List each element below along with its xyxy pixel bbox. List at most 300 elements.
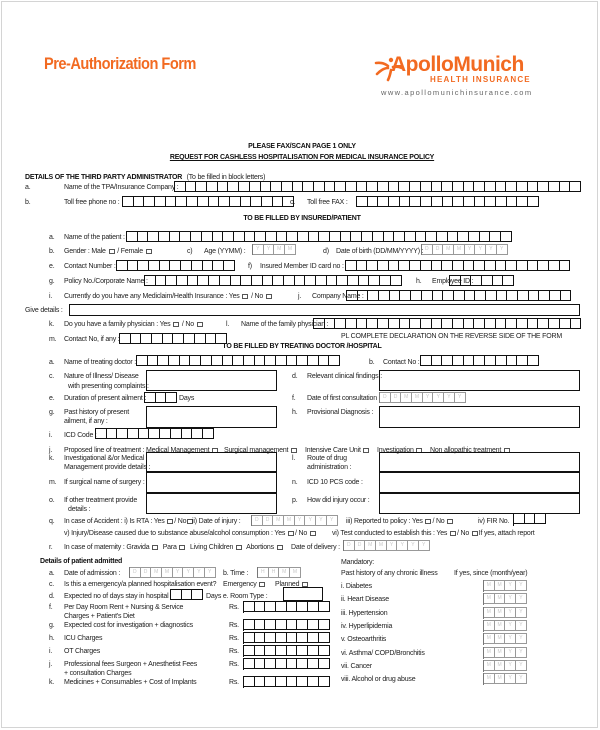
char-box[interactable] [170, 260, 181, 271]
contact-number-input[interactable] [116, 260, 235, 271]
char-box[interactable] [474, 181, 485, 192]
char-box[interactable]: M [279, 567, 290, 578]
char-box[interactable] [496, 318, 507, 329]
char-box[interactable] [276, 645, 287, 656]
char-box[interactable]: Y [505, 673, 516, 684]
char-box[interactable] [265, 619, 276, 630]
char-box[interactable] [496, 196, 507, 207]
char-box[interactable] [123, 196, 134, 207]
char-box[interactable] [378, 318, 389, 329]
char-box[interactable] [464, 260, 475, 271]
icu-checkbox[interactable] [363, 448, 369, 453]
char-box[interactable] [528, 355, 539, 366]
char-box[interactable] [378, 196, 389, 207]
char-box[interactable]: Y [205, 567, 216, 578]
char-box[interactable] [117, 428, 128, 439]
char-box[interactable]: Y [305, 515, 316, 526]
char-box[interactable] [442, 355, 453, 366]
admission-time-input[interactable] [257, 567, 301, 578]
char-box[interactable] [156, 392, 167, 403]
char-box[interactable]: M [495, 647, 506, 658]
char-box[interactable] [503, 275, 514, 286]
tpa-company-input[interactable] [174, 181, 581, 192]
char-box[interactable]: M [412, 392, 423, 403]
char-box[interactable] [329, 355, 340, 366]
char-box[interactable]: M [454, 244, 465, 255]
char-box[interactable] [145, 392, 156, 403]
char-box[interactable] [475, 196, 486, 207]
char-box[interactable] [410, 196, 421, 207]
char-box[interactable] [218, 181, 229, 192]
char-box[interactable] [346, 260, 357, 271]
char-box[interactable] [506, 260, 517, 271]
char-box[interactable] [308, 601, 319, 612]
insurance-no-checkbox[interactable] [266, 294, 272, 299]
char-box[interactable] [287, 355, 298, 366]
char-box[interactable] [276, 619, 287, 630]
char-box[interactable] [432, 318, 443, 329]
char-box[interactable] [319, 601, 330, 612]
dob-input[interactable] [421, 244, 508, 255]
char-box[interactable] [458, 231, 469, 242]
char-box[interactable]: Y [497, 244, 508, 255]
cost-amount-input[interactable] [243, 601, 330, 613]
char-box[interactable] [357, 318, 368, 329]
char-box[interactable]: Y [486, 244, 497, 255]
char-box[interactable]: Y [264, 244, 275, 255]
char-box[interactable] [367, 181, 378, 192]
insurance-yes-checkbox[interactable] [242, 294, 248, 299]
char-box[interactable] [319, 658, 330, 669]
char-box[interactable] [213, 260, 224, 271]
char-box[interactable] [202, 231, 213, 242]
company-name-input[interactable] [346, 290, 571, 301]
para-checkbox[interactable] [179, 545, 185, 550]
char-box[interactable] [148, 231, 159, 242]
char-box[interactable] [295, 275, 306, 286]
char-box[interactable] [192, 589, 203, 600]
char-box[interactable] [293, 181, 304, 192]
char-box[interactable] [528, 260, 539, 271]
char-box[interactable] [287, 632, 298, 643]
age-input[interactable] [252, 244, 296, 255]
char-box[interactable] [471, 275, 482, 286]
char-box[interactable] [273, 275, 284, 286]
char-box[interactable] [453, 196, 464, 207]
char-box[interactable] [138, 260, 149, 271]
char-box[interactable] [410, 260, 421, 271]
char-box[interactable] [464, 318, 475, 329]
char-box[interactable] [378, 260, 389, 271]
char-box[interactable] [421, 355, 432, 366]
char-box[interactable] [485, 181, 496, 192]
char-box[interactable] [171, 589, 182, 600]
since-date-input[interactable] [483, 620, 527, 632]
char-box[interactable]: D [422, 244, 433, 255]
char-box[interactable] [187, 196, 198, 207]
char-box[interactable]: M [495, 607, 506, 618]
char-box[interactable] [453, 318, 464, 329]
char-box[interactable] [549, 181, 560, 192]
living-children-checkbox[interactable] [236, 545, 242, 550]
char-box[interactable] [231, 275, 242, 286]
char-box[interactable] [493, 275, 504, 286]
char-box[interactable] [474, 318, 485, 329]
char-box[interactable] [180, 355, 191, 366]
char-box[interactable] [276, 632, 287, 643]
char-box[interactable] [437, 231, 448, 242]
fir-number-input[interactable] [513, 513, 546, 526]
char-box[interactable] [442, 260, 453, 271]
char-box[interactable]: Y [505, 607, 516, 618]
char-box[interactable] [327, 275, 338, 286]
char-box[interactable] [400, 196, 411, 207]
char-box[interactable]: D [141, 567, 152, 578]
char-box[interactable] [571, 318, 582, 329]
char-box[interactable] [230, 196, 241, 207]
char-box[interactable] [138, 231, 149, 242]
char-box[interactable] [421, 181, 432, 192]
char-box[interactable]: D [380, 392, 391, 403]
char-box[interactable] [175, 181, 186, 192]
char-box[interactable] [287, 645, 298, 656]
char-box[interactable] [251, 196, 262, 207]
char-box[interactable] [160, 428, 171, 439]
char-box[interactable] [273, 196, 284, 207]
char-box[interactable] [362, 231, 373, 242]
since-date-input[interactable] [483, 580, 527, 592]
char-box[interactable]: Y [408, 540, 419, 551]
char-box[interactable] [213, 231, 224, 242]
char-box[interactable]: D [252, 515, 263, 526]
char-box[interactable]: M [401, 392, 412, 403]
char-box[interactable] [367, 260, 378, 271]
char-box[interactable] [308, 619, 319, 630]
char-box[interactable] [228, 181, 239, 192]
char-box[interactable] [421, 260, 432, 271]
char-box[interactable] [480, 231, 491, 242]
char-box[interactable] [196, 181, 207, 192]
char-box[interactable] [357, 196, 368, 207]
char-box[interactable] [351, 231, 362, 242]
char-box[interactable] [378, 181, 389, 192]
char-box[interactable] [570, 181, 581, 192]
char-box[interactable] [507, 290, 518, 301]
char-box[interactable] [309, 231, 320, 242]
char-box[interactable] [416, 231, 427, 242]
char-box[interactable] [485, 318, 496, 329]
char-box[interactable] [182, 428, 193, 439]
char-box[interactable] [497, 290, 508, 301]
char-box[interactable] [453, 260, 464, 271]
char-box[interactable] [400, 318, 411, 329]
char-box[interactable] [223, 231, 234, 242]
char-box[interactable] [325, 181, 336, 192]
char-box[interactable] [389, 260, 400, 271]
char-box[interactable] [128, 428, 139, 439]
char-box[interactable] [517, 355, 528, 366]
char-box[interactable]: M [484, 593, 495, 604]
char-box[interactable] [241, 196, 252, 207]
char-box[interactable] [549, 318, 560, 329]
patient-name-input[interactable] [126, 231, 512, 242]
char-box[interactable] [410, 181, 421, 192]
char-box[interactable] [308, 632, 319, 643]
char-box[interactable] [192, 428, 203, 439]
char-box[interactable] [325, 318, 336, 329]
char-box[interactable]: M [484, 660, 495, 671]
char-box[interactable]: M [273, 515, 284, 526]
char-box[interactable]: Y [419, 540, 430, 551]
char-box[interactable]: H [269, 567, 280, 578]
since-date-input[interactable] [483, 633, 527, 645]
char-box[interactable] [549, 260, 560, 271]
char-box[interactable] [390, 290, 401, 301]
char-box[interactable] [496, 260, 507, 271]
char-box[interactable]: M [495, 673, 506, 684]
abortions-checkbox[interactable] [277, 545, 283, 550]
char-box[interactable] [373, 231, 384, 242]
char-box[interactable] [490, 231, 501, 242]
char-box[interactable] [244, 632, 255, 643]
char-box[interactable] [384, 231, 395, 242]
cost-amount-input[interactable] [243, 645, 330, 657]
char-box[interactable] [442, 181, 453, 192]
char-box[interactable]: M [376, 540, 387, 551]
char-box[interactable] [308, 645, 319, 656]
char-box[interactable] [203, 428, 214, 439]
char-box[interactable] [234, 231, 245, 242]
char-box[interactable] [485, 355, 496, 366]
char-box[interactable]: Y [516, 580, 527, 591]
char-box[interactable] [220, 275, 231, 286]
physician-yes-checkbox[interactable] [173, 322, 179, 327]
char-box[interactable]: M [484, 673, 495, 684]
char-box[interactable] [464, 196, 475, 207]
char-box[interactable] [297, 645, 308, 656]
char-box[interactable] [469, 231, 480, 242]
char-box[interactable] [474, 260, 485, 271]
char-box[interactable] [107, 428, 118, 439]
char-box[interactable]: Y [295, 515, 306, 526]
char-box[interactable] [303, 181, 314, 192]
char-box[interactable] [391, 275, 402, 286]
char-box[interactable] [239, 181, 250, 192]
char-box[interactable]: M [495, 620, 506, 631]
char-box[interactable] [297, 676, 308, 687]
physician-name-input[interactable] [313, 318, 581, 329]
char-box[interactable] [539, 290, 550, 301]
char-box[interactable] [433, 290, 444, 301]
char-box[interactable] [171, 428, 182, 439]
char-box[interactable]: Y [316, 515, 327, 526]
char-box[interactable] [454, 290, 465, 301]
char-box[interactable] [319, 619, 330, 630]
char-box[interactable] [453, 181, 464, 192]
char-box[interactable] [282, 181, 293, 192]
since-date-input[interactable] [483, 673, 527, 685]
char-box[interactable]: Y [516, 633, 527, 644]
char-box[interactable] [284, 275, 295, 286]
char-box[interactable]: Y [183, 567, 194, 578]
char-box[interactable] [485, 196, 496, 207]
substance-no-checkbox[interactable] [310, 531, 316, 536]
investigational-input[interactable] [146, 452, 277, 472]
char-box[interactable] [359, 275, 370, 286]
char-box[interactable] [517, 181, 528, 192]
char-box[interactable] [134, 196, 145, 207]
char-box[interactable] [190, 355, 201, 366]
char-box[interactable]: Y [505, 593, 516, 604]
char-box[interactable] [255, 355, 266, 366]
char-box[interactable] [209, 275, 220, 286]
char-box[interactable] [335, 318, 346, 329]
char-box[interactable] [180, 231, 191, 242]
char-box[interactable] [410, 318, 421, 329]
char-box[interactable] [316, 275, 327, 286]
char-box[interactable] [308, 355, 319, 366]
char-box[interactable] [241, 275, 252, 286]
char-box[interactable] [145, 275, 156, 286]
doctor-contact-input[interactable] [420, 355, 539, 366]
char-box[interactable] [389, 196, 400, 207]
surgery-name-input[interactable] [146, 472, 277, 493]
char-box[interactable] [411, 290, 422, 301]
char-box[interactable] [287, 619, 298, 630]
char-box[interactable] [223, 355, 234, 366]
char-box[interactable] [265, 601, 276, 612]
toll-free-fax-input[interactable] [356, 196, 539, 207]
char-box[interactable] [255, 619, 266, 630]
char-box[interactable]: Y [194, 567, 205, 578]
char-box[interactable] [207, 181, 218, 192]
char-box[interactable] [465, 290, 476, 301]
policy-number-input[interactable] [144, 275, 402, 286]
char-box[interactable] [96, 428, 107, 439]
char-box[interactable] [389, 181, 400, 192]
char-box[interactable]: M [443, 244, 454, 255]
since-date-input[interactable] [483, 647, 527, 659]
char-box[interactable] [319, 632, 330, 643]
char-box[interactable]: D [130, 567, 141, 578]
char-box[interactable] [369, 275, 380, 286]
char-box[interactable]: Y [253, 244, 264, 255]
char-box[interactable]: M [484, 607, 495, 618]
char-box[interactable]: Y [475, 244, 486, 255]
char-box[interactable] [305, 275, 316, 286]
char-box[interactable] [276, 676, 287, 687]
char-box[interactable] [368, 196, 379, 207]
char-box[interactable] [233, 355, 244, 366]
char-box[interactable] [448, 231, 459, 242]
since-date-input[interactable] [483, 660, 527, 672]
char-box[interactable] [496, 181, 507, 192]
char-box[interactable]: M [285, 244, 296, 255]
char-box[interactable] [297, 601, 308, 612]
char-box[interactable]: M [365, 540, 376, 551]
char-box[interactable]: M [290, 567, 301, 578]
char-box[interactable] [255, 676, 266, 687]
char-box[interactable] [198, 196, 209, 207]
char-box[interactable] [347, 290, 358, 301]
char-box[interactable] [501, 231, 512, 242]
char-box[interactable] [482, 275, 493, 286]
char-box[interactable] [203, 260, 214, 271]
char-box[interactable] [287, 231, 298, 242]
char-box[interactable] [432, 181, 443, 192]
char-box[interactable]: Y [455, 392, 466, 403]
char-box[interactable] [357, 260, 368, 271]
char-box[interactable]: H [258, 567, 269, 578]
char-box[interactable]: M [151, 567, 162, 578]
char-box[interactable] [170, 231, 181, 242]
char-box[interactable]: M [495, 633, 506, 644]
char-box[interactable] [561, 290, 572, 301]
char-box[interactable]: D [391, 392, 402, 403]
char-box[interactable] [244, 601, 255, 612]
clinical-findings-input[interactable] [379, 370, 580, 391]
char-box[interactable] [265, 355, 276, 366]
char-box[interactable] [464, 181, 475, 192]
char-box[interactable]: M [495, 660, 506, 671]
char-box[interactable] [158, 355, 169, 366]
char-box[interactable] [117, 260, 128, 271]
other-treatment-input[interactable] [146, 493, 277, 514]
char-box[interactable] [346, 318, 357, 329]
char-box[interactable] [244, 676, 255, 687]
char-box[interactable] [432, 260, 443, 271]
char-box[interactable]: Y [465, 244, 476, 255]
cost-amount-input[interactable] [243, 676, 330, 688]
char-box[interactable]: M [484, 647, 495, 658]
doctor-name-input[interactable] [136, 355, 340, 366]
reported-yes-checkbox[interactable] [425, 519, 431, 524]
stay-days-input[interactable] [170, 589, 203, 600]
char-box[interactable]: Y [327, 515, 338, 526]
char-box[interactable] [560, 260, 571, 271]
char-box[interactable] [389, 318, 400, 329]
char-box[interactable] [506, 318, 517, 329]
char-box[interactable] [255, 231, 266, 242]
char-box[interactable]: Y [397, 540, 408, 551]
char-box[interactable] [261, 181, 272, 192]
since-date-input[interactable] [483, 607, 527, 619]
char-box[interactable] [400, 290, 411, 301]
char-box[interactable] [156, 275, 167, 286]
char-box[interactable] [528, 181, 539, 192]
char-box[interactable] [341, 231, 352, 242]
char-box[interactable] [319, 231, 330, 242]
char-box[interactable] [188, 275, 199, 286]
rta-yes-checkbox[interactable] [167, 519, 173, 524]
char-box[interactable] [262, 196, 273, 207]
char-box[interactable] [244, 355, 255, 366]
injury-cause-input[interactable] [379, 493, 580, 514]
char-box[interactable] [276, 658, 287, 669]
char-box[interactable] [506, 181, 517, 192]
char-box[interactable] [518, 290, 529, 301]
char-box[interactable] [198, 275, 209, 286]
member-id-input[interactable] [345, 260, 570, 271]
cost-amount-input[interactable] [243, 658, 330, 670]
admission-date-input[interactable] [129, 567, 216, 578]
char-box[interactable]: Y [516, 620, 527, 631]
char-box[interactable] [528, 318, 539, 329]
char-box[interactable] [244, 658, 255, 669]
char-box[interactable] [507, 355, 518, 366]
char-box[interactable] [297, 355, 308, 366]
char-box[interactable] [514, 513, 525, 524]
